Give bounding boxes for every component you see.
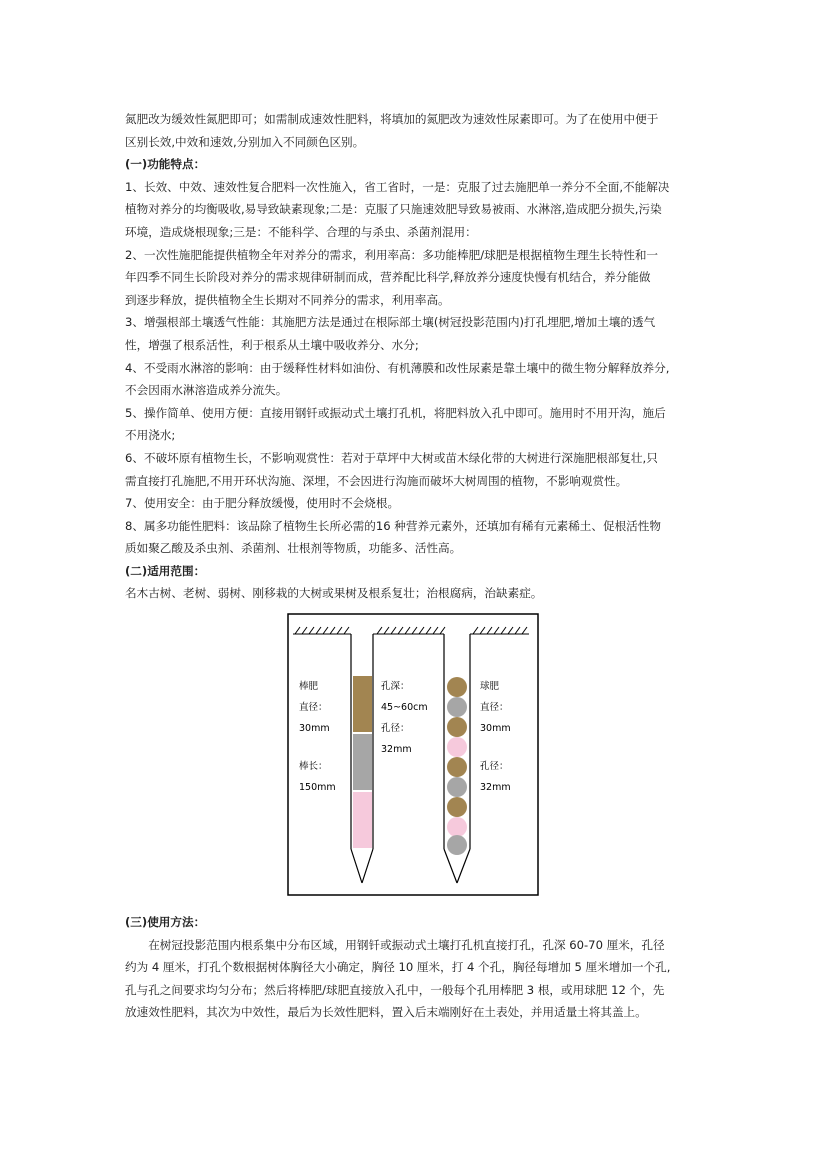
hatch-mark — [405, 627, 410, 634]
ball — [447, 777, 467, 797]
rod-label-length-value: 150mm — [299, 782, 336, 794]
feature-line: 不用浇水; — [125, 428, 176, 443]
ball — [447, 737, 467, 757]
feature-line: 性，增强了根系活性，利于根系从土壤中吸收养分、水分; — [125, 337, 419, 352]
hatch-mark — [426, 627, 431, 634]
fertilizer-diagram — [287, 613, 539, 897]
diagram-frame — [288, 614, 538, 895]
document-page — [125, 108, 708, 1024]
ball — [447, 797, 467, 817]
ball-labels — [480, 680, 511, 793]
ground-hatch — [293, 627, 529, 634]
feature-line: 7、使用安全：由于肥分释放缓慢，使用时不会烧根。 — [125, 496, 400, 511]
hatch-mark — [515, 627, 520, 634]
hatch-mark — [508, 627, 513, 634]
hatch-mark — [330, 627, 335, 634]
rod-segment-gray — [353, 734, 372, 790]
intro-line: 区别长效,中效和速效,分别加入不同颜色区别。 — [125, 134, 365, 149]
feature-line: 1、长效、中效、速效性复合肥料一次性施入，省工省时，一是：克服了过去施肥单一养分不全面,不能解决 — [125, 179, 670, 194]
feature-line: 6、不破坏原有植物生长，不影响观赏性：若对于草坪中大树或苗木绿化带的大树进行深施肥根部复壮,只 — [125, 450, 658, 465]
method-line: 在树冠投影范围内根系集中分布区域，用钢钎或振动式土壤打孔机直接打孔，孔深 60-70 厘米，孔径 — [148, 937, 665, 952]
hatch-mark — [473, 627, 478, 634]
feature-line: 年四季不同生长阶段对养分的需求规律研制而成，营养配比科学,释放养分速度快慢有机结合，养分能做 — [125, 270, 651, 285]
ball — [447, 697, 467, 717]
feature-line: 5、操作简单、使用方便：直接用钢钎或振动式土壤打孔机，将肥料放入孔中即可。施用时不用开沟，施后 — [125, 405, 666, 420]
ball-hole-label: 孔径： — [480, 761, 509, 773]
hatch-mark — [412, 627, 417, 634]
scope-line: 名木古树、老树、弱树、刚移栽的大树或果树及根系复壮；治根腐病，治缺素症。 — [125, 586, 543, 601]
ball — [447, 677, 467, 697]
feature-line: 4、不受雨水淋溶的影响：由于缓释性材料如油份、有机薄膜和改性尿素是靠土壤中的微生物分解释放养分, — [125, 360, 670, 375]
feature-line: 8、属多功能性肥料：该品除了植物生长所必需的16 种营养元素外，还填加有稀有元素稀土、促根活性物 — [125, 518, 661, 533]
rod-label-diameter-value: 30mm — [299, 723, 330, 735]
hole-depth-value: 45~60cm — [381, 702, 428, 714]
hatch-mark — [433, 627, 438, 634]
method-line: 孔与孔之间要求均匀分布；然后将棒肥/球肥直接放入孔中，一般每个孔用棒肥 3 根，或用球肥 12 个，先 — [125, 982, 665, 997]
rod-segment-brown — [353, 676, 372, 732]
hatch-mark — [501, 627, 506, 634]
ball-hole-value: 32mm — [480, 782, 511, 794]
hatch-mark — [323, 627, 328, 634]
hatch-mark — [522, 627, 527, 634]
hatch-mark — [487, 627, 492, 634]
hatch-mark — [309, 627, 314, 634]
method-line: 约为 4 厘米，打孔个数根据树体胸径大小确定，胸径 10 厘米，打 4 个孔，胸径每增加 5 厘米增加一个孔, — [125, 960, 671, 975]
hole-labels — [381, 680, 428, 755]
hatch-mark — [344, 627, 349, 634]
ball — [447, 757, 467, 777]
rod-labels — [299, 680, 336, 793]
feature-line: 不会因雨水淋溶造成养分流失。 — [125, 383, 288, 398]
ball-stack — [447, 677, 467, 855]
hatch-mark — [419, 627, 424, 634]
hole-diameter-value: 32mm — [381, 744, 412, 756]
feature-line: 环境，造成烧根现象;三是：不能科学、合理的与杀虫、杀菌剂混用： — [125, 224, 477, 239]
feature-line: 植物对养分的均衡吸收,易导致缺素现象;二是：克服了只施速效肥导致易被雨、水淋溶,造成肥分损失,污染 — [125, 202, 662, 217]
figure-area — [125, 605, 708, 911]
rod-label-length: 棒长： — [299, 761, 328, 773]
hatch-mark — [295, 627, 300, 634]
hatch-mark — [480, 627, 485, 634]
rod-label-diameter: 直径： — [299, 702, 328, 714]
ball — [447, 835, 467, 855]
hatch-mark — [398, 627, 403, 634]
section3 — [125, 911, 708, 1024]
section1-heading: (一)功能特点： — [125, 157, 206, 172]
hatch-mark — [384, 627, 389, 634]
hatch-mark — [391, 627, 396, 634]
feature-line: 2、一次性施肥能提供植物全年对养分的需求，利用率高：多功能棒肥/球肥是根据植物生理生长特性和一 — [125, 247, 659, 262]
rod-segment-pink — [353, 792, 372, 848]
feature-line: 质如聚乙酸及杀虫剂、杀菌剂、壮根剂等物质，功能多、活性高。 — [125, 541, 462, 556]
ball — [447, 717, 467, 737]
section3-heading: (三)使用方法： — [125, 915, 206, 930]
feature-line: 3、增强根部土壤透气性能：其施肥方法是通过在根际部土壤(树冠投影范围内)打孔埋肥,增加土壤的透气 — [125, 315, 656, 330]
feature-line: 到逐步释放，提供植物全生长期对不同养分的需求，利用率高。 — [125, 292, 450, 307]
ball-label-title: 球肥 — [480, 681, 500, 693]
hatch-mark — [440, 627, 445, 634]
hatch-mark — [337, 627, 342, 634]
hole-diameter-label: 孔径： — [381, 723, 410, 735]
hatch-mark — [377, 627, 382, 634]
ball — [447, 817, 467, 837]
method-line: 放速效性肥料，其次为中效性，最后为长效性肥料，置入后末端刚好在土表处，并用适量土将其盖上。 — [125, 1005, 647, 1020]
hole-depth-label: 孔深： — [381, 681, 410, 693]
section2-heading: (二)适用范围： — [125, 563, 206, 578]
ball-label-diameter: 直径： — [480, 702, 509, 714]
rod-label-title: 棒肥 — [299, 681, 319, 693]
feature-line: 需直接打孔施肥,不用开环状沟施、深埋，不会因进行沟施而破坏大树周围的植物，不影响观赏性。 — [125, 473, 628, 488]
intro-line: 氮肥改为缓效性氮肥即可；如需制成速效性肥料，将填加的氮肥改为速效性尿素即可。为了在使用中便于 — [125, 112, 659, 126]
ball-label-diameter-value: 30mm — [480, 723, 511, 735]
hatch-mark — [316, 627, 321, 634]
hatch-mark — [302, 627, 307, 634]
hatch-mark — [494, 627, 499, 634]
